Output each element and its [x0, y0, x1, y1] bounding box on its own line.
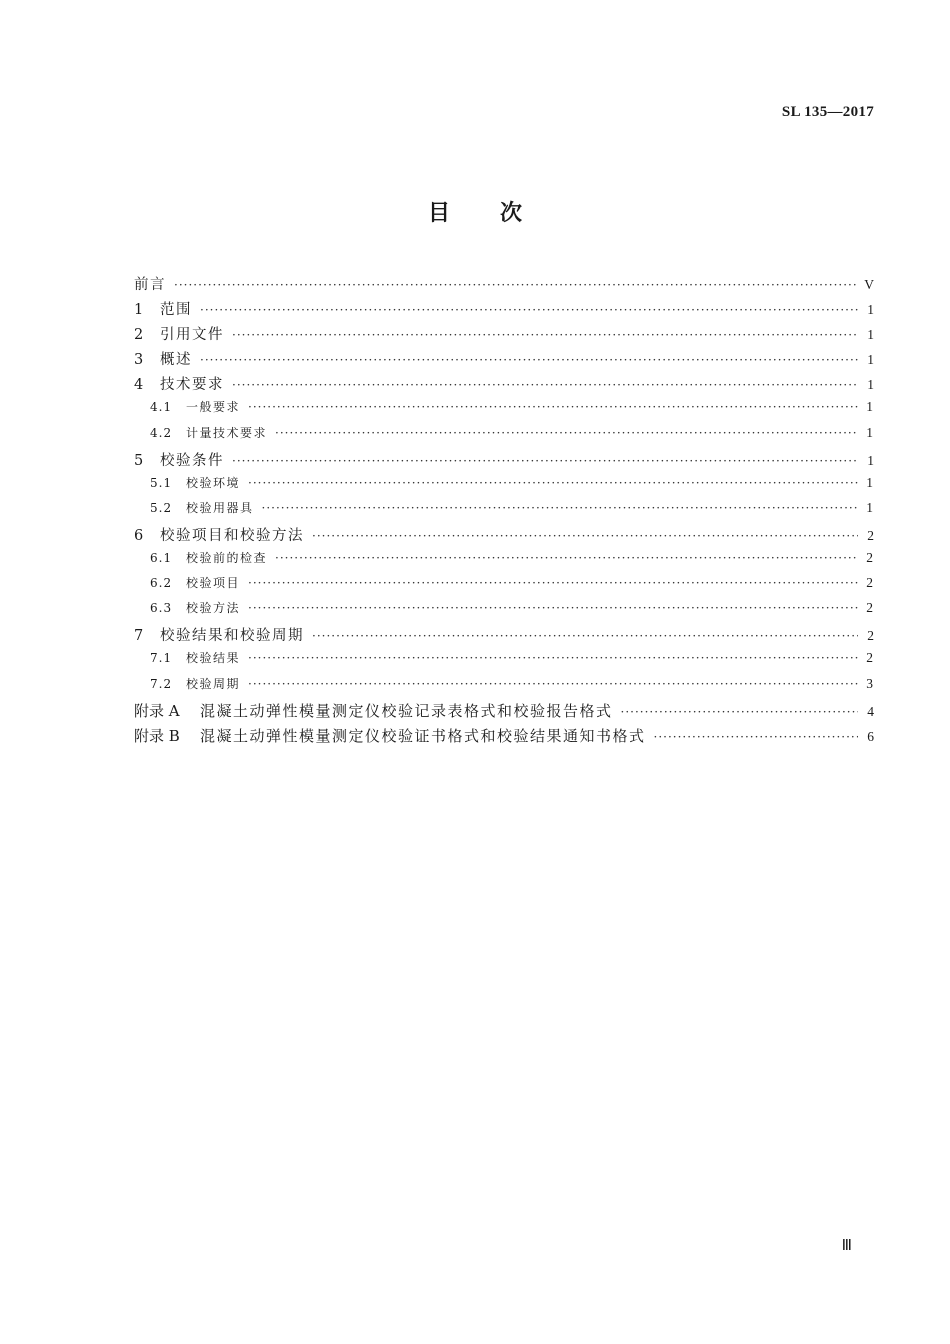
toc-entry-number: 2: [134, 327, 144, 344]
toc-entry-number: 5: [134, 452, 144, 469]
table-of-contents: [134, 273, 874, 750]
toc-entry-number: 5.1: [150, 475, 173, 490]
toc-entry-number: 5.2: [150, 500, 173, 515]
toc-leader-dots: [312, 629, 858, 643]
toc-entry-number: 附录 B: [134, 726, 180, 745]
toc-entry-number: 7.2: [150, 676, 173, 691]
toc-entry-label: 前言: [134, 277, 166, 293]
toc-leader-dots: [232, 378, 858, 392]
toc-entry-page: 1: [866, 499, 874, 515]
toc-entry-page: 1: [867, 377, 874, 393]
toc-entry-number: 7: [134, 628, 144, 645]
toc-entry-label: 校验结果和校验周期: [160, 628, 304, 645]
toc-entry-number: 4.2: [150, 425, 173, 440]
toc-entry-label: 混凝土动弹性模量测定仪校验证书格式和校验结果通知书格式: [200, 726, 646, 745]
toc-entry[interactable]: [134, 398, 874, 423]
toc-leader-dots: [248, 677, 858, 691]
toc-entry-number: 附录 A: [134, 701, 180, 720]
toc-entry-page: 2: [866, 575, 874, 591]
toc-entry-page: 1: [867, 302, 874, 318]
toc-entry[interactable]: [134, 499, 874, 524]
toc-entry-number: 1: [134, 302, 144, 319]
toc-entry[interactable]: [134, 524, 874, 549]
toc-entry[interactable]: [134, 323, 874, 348]
toc-entry-label: 校验周期: [186, 676, 241, 691]
toc-entry[interactable]: [134, 273, 874, 298]
toc-entry-page: 1: [867, 452, 874, 468]
toc-entry-label: 校验结果: [186, 651, 241, 666]
toc-entry[interactable]: [134, 700, 874, 725]
toc-entry-label: 计量技术要求: [186, 425, 268, 440]
page-title: [0, 196, 950, 227]
toc-leader-dots: [248, 601, 858, 615]
toc-entry-number: 3: [134, 352, 144, 369]
toc-entry[interactable]: [134, 549, 874, 574]
toc-entry-label: 技术要求: [160, 377, 224, 394]
toc-entry-label: 引用文件: [160, 327, 224, 344]
toc-leader-dots: [248, 576, 858, 590]
toc-entry[interactable]: [134, 373, 874, 398]
toc-leader-dots: [654, 730, 858, 744]
page-number: Ⅲ: [841, 1238, 852, 1254]
toc-entry[interactable]: [134, 649, 874, 674]
toc-entry[interactable]: [134, 599, 874, 624]
toc-leader-dots: [248, 476, 858, 490]
toc-entry-page: 4: [867, 703, 874, 719]
toc-entry[interactable]: [134, 474, 874, 499]
toc-entry-page: 3: [866, 675, 874, 691]
toc-entry-label: 校验用器具: [186, 500, 254, 515]
toc-leader-dots: [174, 278, 858, 292]
toc-entry[interactable]: [134, 348, 874, 373]
toc-entry[interactable]: [134, 675, 874, 700]
toc-leader-dots: [312, 529, 858, 543]
toc-leader-dots: [248, 400, 858, 414]
toc-entry-page: 1: [866, 424, 874, 440]
toc-entry-label: 校验项目和校验方法: [160, 527, 304, 544]
toc-entry[interactable]: [134, 574, 874, 599]
title-char-2: 次: [500, 200, 523, 226]
toc-entry-number: 7.1: [150, 651, 173, 666]
toc-entry-page: 1: [866, 474, 874, 490]
toc-leader-dots: [621, 705, 858, 719]
toc-entry-label: 校验方法: [186, 601, 241, 616]
toc-entry-number: 6.2: [150, 576, 173, 591]
toc-entry-page: 2: [867, 527, 874, 543]
toc-entry-label: 校验条件: [160, 452, 224, 469]
toc-entry-label: 校验环境: [186, 475, 241, 490]
toc-entry-label: 一般要求: [186, 400, 241, 415]
toc-leader-dots: [232, 328, 858, 342]
toc-entry-label: 混凝土动弹性模量测定仪校验记录表格式和校验报告格式: [200, 701, 613, 720]
toc-leader-dots: [275, 551, 858, 565]
toc-entry[interactable]: [134, 725, 874, 750]
toc-entry-number: 6: [134, 527, 144, 544]
toc-entry-number: 4.1: [150, 400, 173, 415]
toc-entry-number: 6.1: [150, 551, 173, 566]
toc-entry-label: 校验前的检查: [186, 551, 268, 566]
toc-leader-dots: [200, 303, 858, 317]
toc-entry-label: 校验项目: [186, 576, 241, 591]
toc-leader-dots: [232, 454, 858, 468]
toc-entry-page: 1: [866, 399, 874, 415]
toc-leader-dots: [262, 501, 858, 515]
toc-entry-page: 2: [866, 650, 874, 666]
toc-entry-page: 1: [867, 352, 874, 368]
standard-code: SL 135—2017: [781, 104, 874, 120]
toc-entry-number: 6.3: [150, 601, 173, 616]
toc-entry-page: 2: [866, 550, 874, 566]
toc-entry-page: 6: [867, 728, 874, 744]
toc-entry[interactable]: [134, 298, 874, 323]
toc-leader-dots: [248, 651, 858, 665]
toc-entry-label: 范围: [160, 302, 192, 319]
toc-leader-dots: [200, 353, 858, 367]
toc-leader-dots: [275, 426, 858, 440]
toc-entry-number: 4: [134, 377, 144, 394]
toc-entry-page: V: [864, 277, 874, 292]
toc-entry-page: 1: [867, 327, 874, 343]
toc-entry-page: 2: [866, 600, 874, 616]
toc-entry[interactable]: [134, 449, 874, 474]
toc-entry[interactable]: [134, 424, 874, 449]
toc-entry-page: 2: [867, 628, 874, 644]
title-char-1: 目: [427, 200, 450, 226]
toc-entry[interactable]: [134, 624, 874, 649]
toc-entry-label: 概述: [160, 352, 192, 369]
